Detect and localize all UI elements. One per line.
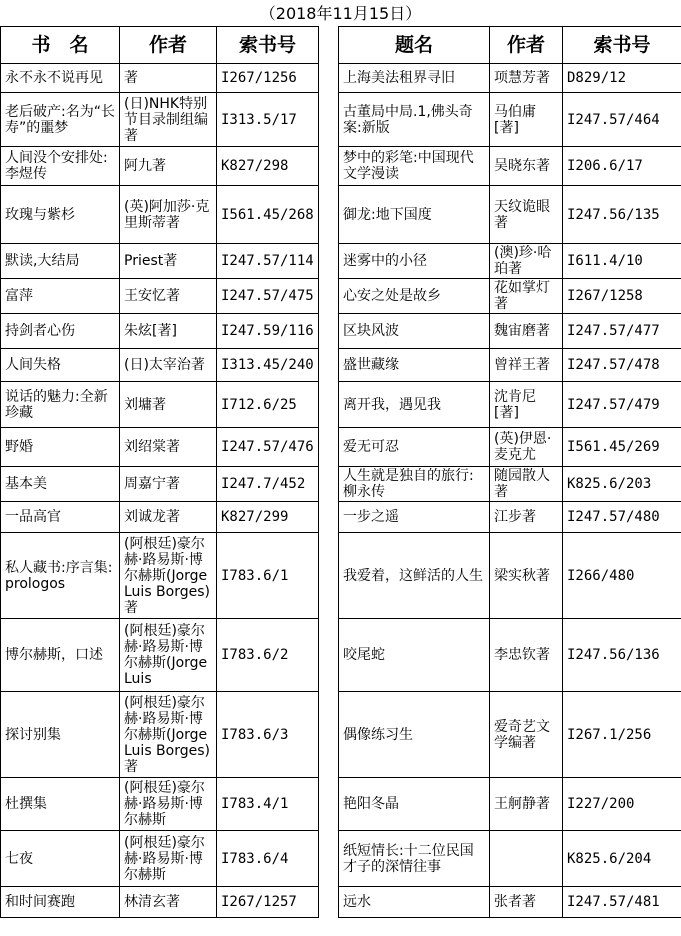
cell-left-author [120,314,217,349]
left-code-text: I313.45/240 [221,357,314,373]
right-title-text: 古董局中局.1,佛头奇案:新版 [343,103,473,136]
right-author-text: (英)伊恩·麦克尤 [494,431,552,463]
cell-left-code [217,831,319,887]
right-author-text: 梁实秋著 [494,567,550,584]
cell-right-code [563,93,681,147]
left-author-text: (英)阿加莎·克里斯蒂著 [124,198,210,231]
cell-left-title [1,619,120,692]
left-author-text: (阿根廷)豪尔赫·路易斯·博尔赫斯(Jorge Luis Borges)著 [124,694,210,775]
cell-column-gap [319,93,339,147]
cell-right-author [490,64,563,93]
cell-right-code [563,887,681,918]
cell-right-code [563,778,681,831]
right-title-text: 远水 [343,894,371,910]
cell-column-gap [319,428,339,467]
cell-left-title [1,428,120,467]
right-title-text: 心安之处是故乡 [343,288,441,304]
cell-right-code [563,382,681,428]
right-title-text: 一步之遥 [343,509,399,525]
right-title-text: 我爱着，这鲜活的人生 [343,567,483,584]
left-author-text: 朱炫[著] [124,323,177,339]
cell-right-author [490,244,563,279]
cell-right-title [339,428,490,467]
right-code-text: I227/200 [567,796,635,812]
cell-left-title [1,467,120,502]
header-row [1,27,681,64]
cell-left-author [120,93,217,147]
table-row [1,831,681,887]
table-row [1,533,681,619]
table-row [1,619,681,692]
cell-right-title [339,831,490,887]
left-title-text: 富萍 [5,288,33,304]
right-title-text: 爱无可忍 [343,439,399,455]
date-line: （2018年11月15日） [259,4,422,23]
cell-left-title [1,314,120,349]
left-title-text: 探讨别集 [5,726,61,743]
left-code-text: I247.57/114 [221,253,314,269]
cell-left-title [1,887,120,918]
table-body [1,27,681,918]
cell-left-code [217,382,319,428]
left-code-text: I712.6/25 [221,396,297,413]
cell-left-author [120,778,217,831]
cell-right-title [339,147,490,186]
cell-right-title [339,349,490,382]
left-code-text: I267/1256 [221,70,297,86]
right-code-text: I206.6/17 [567,158,643,174]
left-title-text: 一品高官 [5,509,61,525]
left-code-text: I247.57/475 [221,288,314,304]
header-right-title: 题名 [339,27,490,64]
left-code-text: I783.6/4 [221,850,289,867]
right-code-text: I247.56/136 [567,647,660,663]
cell-right-title [339,186,490,244]
cell-right-author [490,887,563,918]
left-code-text: I783.6/1 [221,567,289,584]
left-code-text: I783.6/3 [221,726,289,743]
right-code-text: I267.1/256 [567,726,652,743]
cell-left-title [1,692,120,778]
cell-right-author [490,619,563,692]
cell-left-author [120,244,217,279]
left-title-text: 永不永不说再见 [5,70,103,86]
cell-right-code [563,502,681,533]
cell-right-title [339,244,490,279]
table-row [1,93,681,147]
right-code-text: I247.57/481 [567,894,660,910]
left-code-text: K827/299 [221,509,289,525]
right-title-text: 艳阳冬晶 [343,796,399,812]
cell-right-code [563,692,681,778]
left-title-text: 野婚 [5,439,33,455]
right-author-text: 李忠钦著 [494,647,550,663]
cell-right-code [563,467,681,502]
right-title-text: 人生就是独自的旅行:柳永传 [343,468,474,500]
cell-right-author [490,314,563,349]
cell-left-author [120,502,217,533]
cell-left-author [120,692,217,778]
left-code-text: I247.59/116 [221,323,314,339]
left-title-text: 人间失格 [5,357,61,373]
left-title-text: 基本美 [5,476,47,492]
cell-left-author [120,428,217,467]
cell-column-gap [319,64,339,93]
cell-left-author [120,186,217,244]
header-right-author: 作者 [490,27,563,64]
left-author-text: 刘诚龙著 [124,509,180,525]
cell-right-code [563,64,681,93]
left-title-text: 玫瑰与紫杉 [5,206,75,223]
right-author-text: 张者著 [494,894,536,910]
cell-column-gap [319,619,339,692]
right-author-text: 曾祥王著 [494,357,550,373]
right-code-text: K825.6/204 [567,850,652,867]
cell-right-author [490,349,563,382]
left-title-text: 博尔赫斯，口述 [5,647,103,663]
right-author-text: (澳)珍·哈珀著 [494,245,552,277]
column-gap [319,27,339,64]
table-row [1,244,681,279]
left-author-text: 林清玄著 [124,894,180,910]
left-title-text: 私人藏书:序言集:prologos [5,559,113,592]
table-row [1,778,681,831]
right-title-text: 御龙:地下国度 [343,206,432,223]
right-code-text: I247.57/480 [567,509,660,525]
cell-left-code [217,186,319,244]
left-author-text: 王安忆著 [124,288,180,304]
right-author-text: 魏宙磨著 [494,323,550,339]
cell-left-author [120,619,217,692]
left-author-text: 刘墉著 [124,396,166,413]
header-left-code: 索书号 [217,27,319,64]
cell-right-code [563,314,681,349]
left-author-text: (阿根廷)豪尔赫·路易斯·博尔赫斯(Jorge Luis [124,623,208,687]
cell-left-title [1,279,120,314]
table-row [1,279,681,314]
right-code-text: I247.57/464 [567,111,660,128]
left-code-text: I247.7/452 [221,476,306,492]
cell-left-code [217,467,319,502]
right-author-text: 江步著 [494,509,536,525]
cell-right-author [490,93,563,147]
cell-left-title [1,64,120,93]
cell-right-code [563,147,681,186]
cell-left-author [120,349,217,382]
right-author-text: 随园散人著 [494,468,550,500]
right-author-text: 天纹诡眼著 [494,198,550,231]
cell-left-code [217,778,319,831]
right-author-text: 吴晓东著 [494,158,550,174]
cell-left-title [1,382,120,428]
right-code-text: I247.56/135 [567,206,660,223]
left-code-text: I561.45/268 [221,206,314,223]
left-author-text: (阿根廷)豪尔赫·路易斯·博尔赫斯 [124,780,205,828]
cell-left-code [217,428,319,467]
right-author-text: 项慧芳著 [494,70,550,86]
left-title-text: 人间没个安排处:李煜传 [5,150,108,182]
cell-left-author [120,533,217,619]
left-code-text: K827/298 [221,158,289,174]
cell-left-author [120,64,217,93]
cell-right-code [563,428,681,467]
cell-right-title [339,93,490,147]
left-title-text: 说话的魅力:全新珍藏 [5,388,108,421]
cell-left-author [120,467,217,502]
cell-right-author [490,279,563,314]
cell-column-gap [319,502,339,533]
cell-left-title [1,533,120,619]
table-row [1,382,681,428]
cell-left-code [217,279,319,314]
cell-right-author [490,502,563,533]
table-row [1,147,681,186]
cell-left-title [1,244,120,279]
right-code-text: I266/480 [567,567,635,584]
cell-left-code [217,314,319,349]
right-title-text: 上海美法租界寻旧 [343,70,455,86]
cell-column-gap [319,147,339,186]
cell-right-title [339,279,490,314]
cell-right-title [339,382,490,428]
header-left-author: 作者 [120,27,217,64]
right-code-text: I611.4/10 [567,253,643,269]
cell-right-code [563,619,681,692]
cell-right-author [490,428,563,467]
left-code-text: I247.57/476 [221,439,314,455]
cell-column-gap [319,186,339,244]
right-title-text: 咬尾蛇 [343,647,385,663]
right-author-text: 花如掌灯著 [494,280,550,312]
right-code-text: I561.45/269 [567,439,660,455]
cell-right-author [490,692,563,778]
header-right-code: 索书号 [563,27,681,64]
cell-right-code [563,244,681,279]
table-row [1,887,681,918]
right-author-text: 爱奇艺文学编著 [494,718,550,751]
right-code-text: I247.57/478 [567,357,660,373]
left-author-text: 刘绍棠著 [124,439,180,455]
cell-left-author [120,887,217,918]
left-author-text: (日)太宰治著 [124,357,205,373]
left-title-text: 默读,大结局 [5,253,80,269]
table-row [1,349,681,382]
cell-right-author [490,186,563,244]
right-title-text: 纸短情长:十二位民国才子的深情往事 [343,842,474,875]
cell-left-title [1,502,120,533]
left-code-text: I783.4/1 [221,796,289,812]
left-title-text: 持剑者心伤 [5,323,75,339]
left-author-text: (阿根廷)豪尔赫·路易斯·博尔赫斯(Jorge Luis Borges)著 [124,535,210,616]
table-row [1,186,681,244]
right-code-text: I267/1258 [567,288,643,304]
cell-right-title [339,692,490,778]
cell-right-author [490,382,563,428]
right-code-text: I247.57/477 [567,323,660,339]
cell-column-gap [319,314,339,349]
new-books-table [0,26,681,918]
cell-column-gap [319,349,339,382]
cell-left-author [120,382,217,428]
cell-right-author [490,467,563,502]
header-left-title: 书 名 [1,27,120,64]
left-code-text: I783.6/2 [221,647,289,663]
left-title-text: 七夜 [5,850,33,867]
cell-column-gap [319,279,339,314]
cell-column-gap [319,778,339,831]
cell-column-gap [319,467,339,502]
cell-left-code [217,244,319,279]
table-row [1,502,681,533]
table-row [1,692,681,778]
cell-left-author [120,831,217,887]
cell-right-code [563,186,681,244]
cell-right-title [339,619,490,692]
left-author-text: (阿根廷)豪尔赫·路易斯·博尔赫斯 [124,834,205,883]
cell-left-author [120,147,217,186]
cell-left-code [217,887,319,918]
left-title-text: 和时间赛跑 [5,894,75,910]
cell-left-title [1,147,120,186]
cell-right-title [339,467,490,502]
right-title-text: 梦中的彩笔:中国现代文学漫读 [343,150,474,182]
right-author-text: 王舸静著 [494,796,550,812]
cell-left-title [1,349,120,382]
left-title-text: 老后破产:名为“长寿”的噩梦 [5,103,115,136]
cell-left-code [217,533,319,619]
table-row [1,314,681,349]
right-code-text: K825.6/203 [567,476,652,492]
left-title-text: 杜撰集 [5,796,47,812]
cell-right-code [563,279,681,314]
cell-column-gap [319,831,339,887]
cell-right-author [490,831,563,887]
right-title-text: 迷雾中的小径 [343,253,427,269]
left-author-text: 著 [124,70,138,86]
left-code-text: I313.5/17 [221,111,297,128]
left-author-text: 阿九著 [124,158,166,174]
left-code-text: I267/1257 [221,894,297,910]
cell-right-title [339,502,490,533]
cell-right-author [490,147,563,186]
right-title-text: 偶像练习生 [343,726,413,743]
cell-left-code [217,93,319,147]
right-code-text: I247.57/479 [567,396,660,413]
cell-right-title [339,64,490,93]
cell-left-code [217,502,319,533]
cell-right-code [563,831,681,887]
cell-left-code [217,619,319,692]
cell-right-title [339,887,490,918]
cell-column-gap [319,692,339,778]
cell-column-gap [319,533,339,619]
table-row [1,64,681,93]
cell-left-code [217,349,319,382]
cell-right-code [563,533,681,619]
right-title-text: 离开我，遇见我 [343,396,441,413]
cell-right-author [490,533,563,619]
cell-left-code [217,147,319,186]
right-title-text: 区块风波 [343,323,399,339]
cell-right-author [490,778,563,831]
right-title-text: 盛世藏缘 [343,357,399,373]
cell-column-gap [319,887,339,918]
right-author-text: 马伯庸[著] [494,103,536,136]
table-row [1,467,681,502]
cell-left-code [217,692,319,778]
right-author-text: 沈肯尼[著] [494,388,536,421]
cell-left-title [1,186,120,244]
cell-left-code [217,64,319,93]
cell-left-title [1,778,120,831]
cell-right-title [339,533,490,619]
cell-column-gap [319,382,339,428]
cell-column-gap [319,244,339,279]
left-author-text: (日)NHK特别节目录制组编著 [124,95,208,144]
cell-right-code [563,349,681,382]
cell-right-title [339,778,490,831]
table-row [1,428,681,467]
cell-left-title [1,831,120,887]
cell-left-title [1,93,120,147]
left-author-text: 周嘉宁著 [124,476,180,492]
cell-left-author [120,279,217,314]
right-code-text: D829/12 [567,70,627,86]
left-author-text: Priest著 [124,253,178,269]
cell-right-title [339,314,490,349]
